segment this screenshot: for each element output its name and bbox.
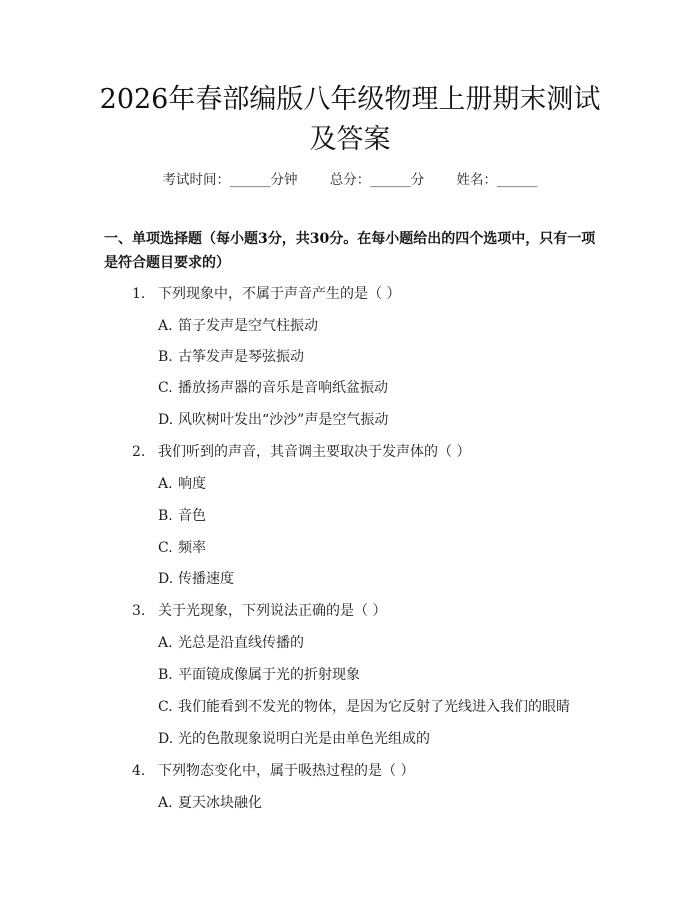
question-3-option-b [158, 664, 360, 684]
option-text: 光总是沿直线传播的 [178, 635, 304, 651]
option-text: 响度 [178, 476, 206, 492]
option-text: 传播速度 [178, 571, 234, 587]
question-number: 3. [132, 603, 146, 619]
question-text: 下列物态变化中，属于吸热过程的是（ ） [158, 763, 415, 779]
question-number: 4. [132, 763, 146, 779]
question-3 [132, 600, 386, 620]
question-2 [132, 441, 470, 461]
option-letter: B. [158, 349, 173, 365]
option-letter: D. [158, 412, 174, 428]
exam-time-field: 考试时间：______分钟 [162, 172, 298, 188]
question-3-option-c [158, 696, 570, 716]
option-letter: A. [158, 635, 173, 651]
option-text: 我们能看到不发光的物体，是因为它反射了光线进入我们的眼睛 [178, 699, 570, 715]
option-text: 频率 [178, 540, 206, 556]
question-1-option-b [158, 346, 304, 366]
option-letter: A. [158, 318, 173, 334]
page-title: 2026年春部编版八年级物理上册期末测试及答案 [99, 84, 601, 155]
question-4 [132, 760, 414, 780]
option-letter: C. [158, 380, 173, 396]
question-1 [132, 283, 400, 303]
question-1-option-c [158, 377, 388, 397]
question-2-option-d [158, 568, 234, 588]
question-number: 2. [132, 444, 146, 460]
option-text: 风吹树叶发出“沙沙”声是空气振动 [178, 412, 389, 428]
option-letter: B. [158, 508, 173, 524]
section-heading: 一、单项选择题（每小题3分，共30分。在每小题给出的四个选项中，只有一项是符合题目要求的） [104, 231, 596, 271]
option-text: 古筝发声是琴弦振动 [178, 349, 304, 365]
question-1-option-d [158, 409, 388, 429]
question-3-option-d [158, 728, 430, 748]
option-text: 笛子发声是空气柱振动 [178, 318, 318, 334]
question-2-option-a [158, 473, 206, 493]
question-text: 下列现象中，不属于声音产生的是（ ） [158, 286, 401, 302]
option-letter: D. [158, 731, 174, 747]
question-2-option-b [158, 505, 206, 525]
option-text: 播放扬声器的音乐是音响纸盆振动 [178, 380, 388, 396]
option-letter: C. [158, 540, 173, 556]
option-text: 光的色散现象说明白光是由单色光组成的 [178, 731, 430, 747]
question-4-option-a [158, 792, 262, 812]
exam-meta [0, 168, 700, 188]
option-text: 音色 [178, 508, 206, 524]
option-letter: C. [158, 699, 173, 715]
option-letter: A. [158, 795, 173, 811]
option-letter: B. [158, 667, 173, 683]
question-3-option-a [158, 632, 304, 652]
option-letter: A. [158, 476, 173, 492]
question-number: 1. [132, 286, 146, 302]
option-text: 夏天冰块融化 [178, 795, 262, 811]
total-score-field: 总分：______分 [329, 172, 425, 188]
question-1-option-a [158, 315, 318, 335]
question-text: 我们听到的声音，其音调主要取决于发声体的（ ） [158, 444, 471, 460]
option-text: 平面镜成像属于光的折射现象 [178, 667, 360, 683]
student-name-field: 姓名：______ [456, 172, 538, 188]
question-text: 关于光现象，下列说法正确的是（ ） [158, 603, 387, 619]
option-letter: D. [158, 571, 174, 587]
question-2-option-c [158, 537, 206, 557]
